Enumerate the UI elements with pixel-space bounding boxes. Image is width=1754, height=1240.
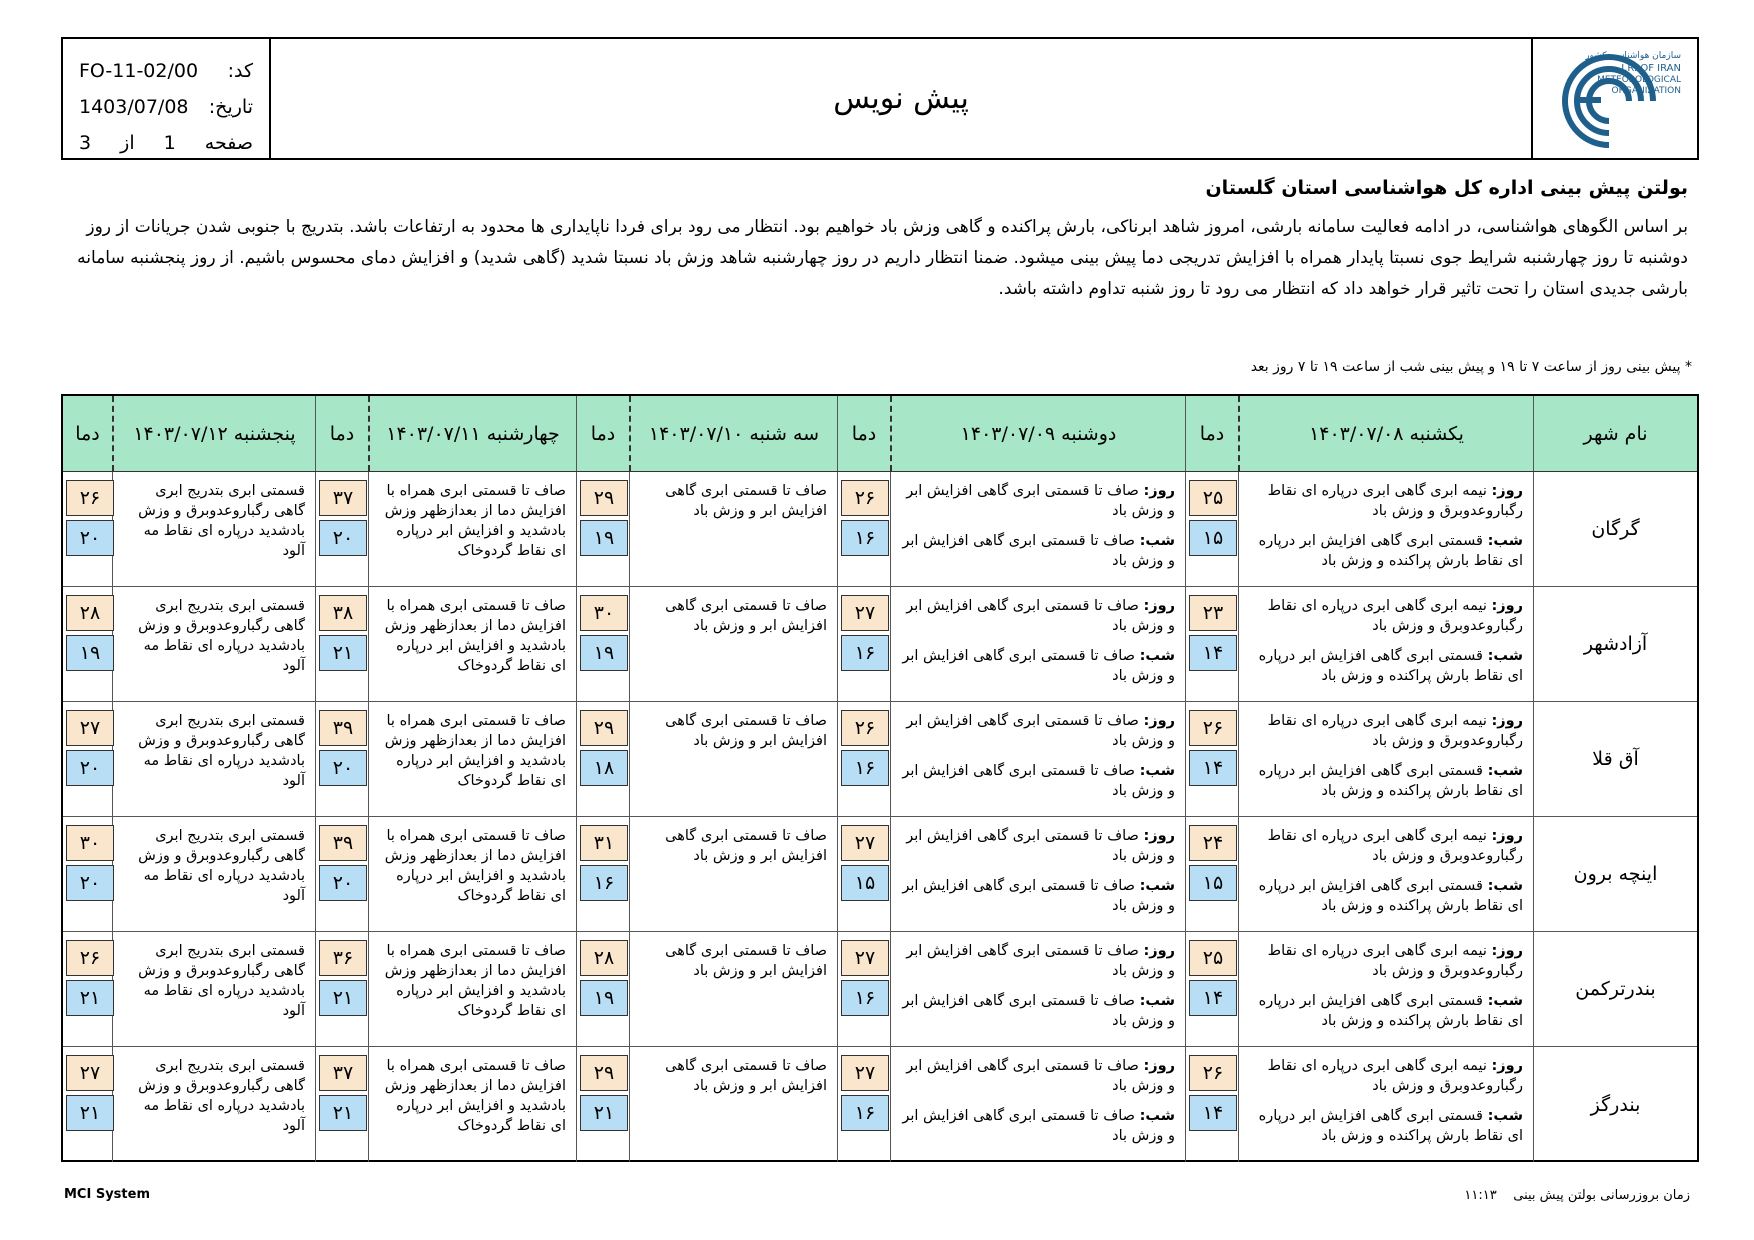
temp-day4-cell: [315, 817, 368, 931]
max-temp-value: ۲۶: [1189, 1055, 1237, 1091]
max-temp-value: ۲۹: [580, 1055, 628, 1091]
forecast-text: صاف تا قسمتی ابری همراه با افزایش دما از بعدازظهر وزش بادشدید و افزایش ابر درپاره ای نقاط گردوخاک: [384, 483, 566, 559]
forecast-day5-cell: [112, 587, 315, 701]
night-forecast: [1247, 876, 1523, 916]
night-forecast: [1247, 531, 1523, 571]
night-forecast-text: قسمتی ابری گاهی افزایش ابر درپاره ای نقاط بارش پراکنده و وزش باد: [1258, 993, 1523, 1029]
forecast-text: قسمتی ابری بتدریج ابری گاهی رگباروعدوبرق و وزش بادشدید درپاره ای نقاط مه آلود: [138, 713, 305, 789]
night-forecast-text: قسمتی ابری گاهی افزایش ابر درپاره ای نقاط بارش پراکنده و وزش باد: [1258, 648, 1523, 684]
logo-text-line1: I.R. OF IRAN: [1621, 62, 1681, 74]
day-forecast-text: نیمه ابری گاهی ابری درپاره ای نقاط رگباروعدوبرق و وزش باد: [1267, 483, 1523, 519]
max-temp-value: ۲۷: [841, 1055, 889, 1091]
city-name: بندرگز: [1590, 1093, 1641, 1116]
forecast-text: صاف تا قسمتی ابری گاهی افزایش ابر و وزش باد: [665, 1058, 827, 1094]
day-label: روز:: [1143, 828, 1175, 844]
night-label: شب:: [1487, 763, 1523, 779]
forecast-text: صاف تا قسمتی ابری گاهی افزایش ابر و وزش باد: [665, 598, 827, 634]
night-forecast-text: صاف تا قسمتی ابری گاهی افزایش ابر و وزش باد: [902, 648, 1175, 684]
page-total: 3: [79, 132, 92, 154]
night-forecast-text: قسمتی ابری گاهی افزایش ابر درپاره ای نقاط بارش پراکنده و وزش باد: [1258, 1108, 1523, 1144]
max-temp-value: ۳۹: [319, 825, 367, 861]
header-day-3: سه شنبه ۱۴۰۳/۰۷/۱۰: [629, 396, 837, 471]
max-temp-value: ۳۷: [319, 1055, 367, 1091]
night-forecast-text: صاف تا قسمتی ابری گاهی افزایش ابر و وزش باد: [902, 763, 1175, 799]
forecast-day3-cell: [629, 817, 837, 931]
night-forecast-text: صاف تا قسمتی ابری گاهی افزایش ابر و وزش باد: [902, 1108, 1175, 1144]
min-temp-value: ۲۱: [66, 1095, 114, 1131]
temp-day5-cell: [63, 472, 112, 586]
forecast-text: قسمتی ابری بتدریج ابری گاهی رگباروعدوبرق و وزش بادشدید درپاره ای نقاط مه آلود: [138, 598, 305, 674]
night-label: شب:: [1487, 993, 1523, 1009]
max-temp-value: ۲۶: [841, 480, 889, 516]
min-temp-value: ۲۰: [66, 865, 114, 901]
max-temp-value: ۳۶: [319, 940, 367, 976]
forecast-day1-cell: [1238, 587, 1533, 701]
day-label: روز:: [1491, 828, 1523, 844]
forecast-day5-cell: [112, 1047, 315, 1162]
temp-day1-cell: [1185, 1047, 1238, 1162]
day-label: روز:: [1143, 713, 1175, 729]
night-forecast-text: قسمتی ابری گاهی افزایش ابر درپاره ای نقاط بارش پراکنده و وزش باد: [1258, 763, 1523, 799]
bulletin-body: بر اساس الگوهای هواشناسی، در ادامه فعالیت سامانه بارشی، امروز شاهد ابرناکی، بارش پراکنده و گاهی وزش باد خواهیم بود. انتظار می رود برای فردا ناپایداری ها محدود به ارتفاعات باشد. بتدریج با جنوبی شدن جریانات از روز دوشنبه تا روز چهارشنبه شرایط جوی نسبتا پایدار همراه با افزایش تدریجی دما پیش بینی میشود. ضمنا انتظار داریم در روز چهارشنبه شاهد وزش باد نسبتا شدید (گاهی شدید) و افزایش دمای محسوس باشیم. از روز پنجشنبه سامانه بارشی جدیدی استان را تحت تاثیر قرار خواهد داد که انتظار می رود تا روز شنبه تداوم داشته باشد.: [77, 217, 1688, 299]
temp-day4-cell: [315, 472, 368, 586]
day-label: روز:: [1143, 598, 1175, 614]
header-temp-2: دما: [837, 396, 890, 471]
temp-day3-cell: [576, 702, 629, 816]
page-title: پیش نویس: [833, 81, 969, 116]
update-time-label: [1464, 1188, 1690, 1203]
max-temp-value: ۲۷: [66, 710, 114, 746]
day-forecast-text: نیمه ابری گاهی ابری درپاره ای نقاط رگباروعدوبرق و وزش باد: [1267, 943, 1523, 979]
code-row: [79, 53, 253, 89]
temp-day5-cell: [63, 702, 112, 816]
day-forecast-text: صاف تا قسمتی ابری گاهی افزایش ابر و وزش باد: [906, 828, 1175, 864]
city-name-cell: [1533, 817, 1697, 931]
day-forecast: [899, 481, 1175, 521]
forecast-day2-cell: [890, 932, 1185, 1046]
max-temp-value: ۲۷: [841, 940, 889, 976]
code-value: FO-11-02/00: [79, 60, 199, 82]
day-forecast: [899, 826, 1175, 866]
table-row: [63, 472, 1697, 587]
temp-day3-cell: [576, 1047, 629, 1162]
page-current: 1: [163, 132, 176, 154]
max-temp-value: ۲۶: [1189, 710, 1237, 746]
temp-day3-cell: [576, 587, 629, 701]
forecast-day2-cell: [890, 817, 1185, 931]
day-forecast-text: نیمه ابری گاهی ابری درپاره ای نقاط رگباروعدوبرق و وزش باد: [1267, 1058, 1523, 1094]
min-temp-value: ۱۵: [1189, 520, 1237, 556]
logo-text-line2: METEOROLOGICAL: [1597, 74, 1681, 85]
night-label: شب:: [1139, 763, 1175, 779]
forecast-table: [61, 394, 1699, 1162]
forecast-day4-cell: [368, 702, 576, 816]
temp-day1-cell: [1185, 817, 1238, 931]
forecast-text: قسمتی ابری بتدریج ابری گاهی رگباروعدوبرق و وزش بادشدید درپاره ای نقاط مه آلود: [138, 943, 305, 1019]
night-label: شب:: [1139, 1108, 1175, 1124]
header-day-1: یکشنبه ۱۴۰۳/۰۷/۰۸: [1238, 396, 1533, 471]
min-temp-value: ۱۶: [841, 1095, 889, 1131]
min-temp-value: ۱۹: [66, 635, 114, 671]
forecast-day5-cell: [112, 817, 315, 931]
min-temp-value: ۲۱: [319, 635, 367, 671]
temp-day5-cell: [63, 932, 112, 1046]
city-name-cell: [1533, 702, 1697, 816]
night-label: شب:: [1487, 878, 1523, 894]
forecast-day1-cell: [1238, 932, 1533, 1046]
bulletin-title: بولتن پیش بینی اداره کل هواشناسی استان گلستان: [1205, 177, 1688, 199]
night-forecast: [899, 991, 1175, 1031]
city-name: آق قلا: [1592, 748, 1639, 770]
night-label: شب:: [1139, 878, 1175, 894]
day-forecast: [1247, 1056, 1523, 1096]
day-forecast-text: نیمه ابری گاهی ابری درپاره ای نقاط رگباروعدوبرق و وزش باد: [1267, 598, 1523, 634]
forecast-text: صاف تا قسمتی ابری همراه با افزایش دما از بعدازظهر وزش بادشدید و افزایش ابر درپاره ای نقاط گردوخاک: [384, 943, 566, 1019]
forecast-day4-cell: [368, 1047, 576, 1162]
min-temp-value: ۲۰: [319, 520, 367, 556]
min-temp-value: ۱۹: [580, 635, 628, 671]
forecast-text: صاف تا قسمتی ابری همراه با افزایش دما از بعدازظهر وزش بادشدید و افزایش ابر درپاره ای نقاط گردوخاک: [384, 828, 566, 904]
day-label: روز:: [1143, 1058, 1175, 1074]
table-row: [63, 817, 1697, 932]
max-temp-value: ۳۰: [66, 825, 114, 861]
forecast-time-note: * پیش بینی روز از ساعت ۷ تا ۱۹ و پیش بینی شب از ساعت ۱۹ تا ۷ روز بعد: [1250, 359, 1692, 375]
temp-day2-cell: [837, 587, 890, 701]
max-temp-value: ۲۹: [580, 710, 628, 746]
night-forecast: [899, 531, 1175, 571]
forecast-day1-cell: [1238, 702, 1533, 816]
forecast-text: قسمتی ابری بتدریج ابری گاهی رگباروعدوبرق و وزش بادشدید درپاره ای نقاط مه آلود: [138, 483, 305, 559]
forecast-day3-cell: [629, 932, 837, 1046]
day-forecast-text: صاف تا قسمتی ابری گاهی افزایش ابر و وزش باد: [906, 943, 1175, 979]
max-temp-value: ۳۱: [580, 825, 628, 861]
temp-day2-cell: [837, 1047, 890, 1162]
logo-text-line3: ORGANIZATION: [1611, 85, 1681, 96]
day-forecast: [899, 596, 1175, 636]
forecast-text: صاف تا قسمتی ابری همراه با افزایش دما از بعدازظهر وزش بادشدید و افزایش ابر درپاره ای نقاط گردوخاک: [384, 713, 566, 789]
day-forecast-text: صاف تا قسمتی ابری گاهی افزایش ابر و وزش باد: [906, 1058, 1175, 1094]
min-temp-value: ۱۴: [1189, 980, 1237, 1016]
forecast-text: قسمتی ابری بتدریج ابری گاهی رگباروعدوبرق و وزش بادشدید درپاره ای نقاط مه آلود: [138, 1058, 305, 1134]
city-name-cell: [1533, 932, 1697, 1046]
update-label: زمان بروزرسانی بولتن پیش بینی: [1513, 1188, 1690, 1203]
day-label: روز:: [1143, 943, 1175, 959]
night-label: شب:: [1139, 993, 1175, 1009]
night-label: شب:: [1139, 648, 1175, 664]
day-forecast-text: صاف تا قسمتی ابری گاهی افزایش ابر و وزش باد: [906, 713, 1175, 749]
header-temp-1: دما: [1185, 396, 1238, 471]
min-temp-value: ۱۶: [841, 635, 889, 671]
temp-day4-cell: [315, 1047, 368, 1162]
header-day-2: دوشنبه ۱۴۰۳/۰۷/۰۹: [890, 396, 1185, 471]
night-forecast: [899, 1106, 1175, 1146]
max-temp-value: ۳۷: [319, 480, 367, 516]
max-temp-value: ۳۰: [580, 595, 628, 631]
min-temp-value: ۱۹: [580, 980, 628, 1016]
night-forecast: [899, 761, 1175, 801]
day-label: روز:: [1491, 483, 1523, 499]
max-temp-value: ۲۶: [841, 710, 889, 746]
day-forecast-text: صاف تا قسمتی ابری گاهی افزایش ابر و وزش باد: [906, 483, 1175, 519]
min-temp-value: ۱۴: [1189, 750, 1237, 786]
forecast-text: صاف تا قسمتی ابری گاهی افزایش ابر و وزش باد: [665, 943, 827, 979]
city-name: اینچه برون: [1573, 863, 1658, 885]
city-name: آزادشهر: [1583, 633, 1648, 655]
forecast-day5-cell: [112, 702, 315, 816]
forecast-text: صاف تا قسمتی ابری همراه با افزایش دما از بعدازظهر وزش بادشدید و افزایش ابر درپاره ای نقاط گردوخاک: [384, 1058, 566, 1134]
city-name-cell: [1533, 472, 1697, 586]
forecast-day2-cell: [890, 702, 1185, 816]
min-temp-value: ۱۶: [841, 980, 889, 1016]
temp-day1-cell: [1185, 702, 1238, 816]
forecast-day3-cell: [629, 472, 837, 586]
forecast-day4-cell: [368, 932, 576, 1046]
max-temp-value: ۲۷: [841, 595, 889, 631]
table-row: [63, 587, 1697, 702]
night-forecast-text: صاف تا قسمتی ابری گاهی افزایش ابر و وزش باد: [902, 993, 1175, 1029]
max-temp-value: ۲۷: [841, 825, 889, 861]
forecast-day4-cell: [368, 472, 576, 586]
meteorological-organization-logo-icon: [1545, 45, 1685, 153]
document-header: [61, 37, 1699, 160]
min-temp-value: ۱۶: [841, 520, 889, 556]
day-label: روز:: [1491, 1058, 1523, 1074]
forecast-text: صاف تا قسمتی ابری گاهی افزایش ابر و وزش باد: [665, 828, 827, 864]
document-meta: [63, 39, 271, 158]
forecast-day1-cell: [1238, 472, 1533, 586]
city-name-cell: [1533, 587, 1697, 701]
temp-day3-cell: [576, 817, 629, 931]
forecast-day1-cell: [1238, 817, 1533, 931]
page-label: صفحه: [204, 132, 253, 154]
temp-day1-cell: [1185, 472, 1238, 586]
update-time: ۱۱:۱۳: [1464, 1188, 1497, 1203]
temp-day5-cell: [63, 817, 112, 931]
max-temp-value: ۲۷: [66, 1055, 114, 1091]
night-label: شب:: [1487, 648, 1523, 664]
max-temp-value: ۲۴: [1189, 825, 1237, 861]
forecast-day5-cell: [112, 932, 315, 1046]
day-forecast: [1247, 711, 1523, 751]
temp-day5-cell: [63, 587, 112, 701]
day-forecast-text: صاف تا قسمتی ابری گاهی افزایش ابر و وزش باد: [906, 598, 1175, 634]
header-temp-3: دما: [576, 396, 629, 471]
min-temp-value: ۱۶: [841, 750, 889, 786]
code-label: کد:: [227, 60, 253, 82]
day-label: روز:: [1491, 943, 1523, 959]
night-label: شب:: [1487, 533, 1523, 549]
max-temp-value: ۲۸: [66, 595, 114, 631]
header-city: نام شهر: [1533, 396, 1697, 471]
day-forecast: [899, 711, 1175, 751]
night-forecast: [1247, 991, 1523, 1031]
day-forecast: [1247, 481, 1523, 521]
city-name-cell: [1533, 1047, 1697, 1162]
forecast-day3-cell: [629, 702, 837, 816]
min-temp-value: ۱۵: [841, 865, 889, 901]
night-forecast: [1247, 646, 1523, 686]
forecast-day2-cell: [890, 1047, 1185, 1162]
temp-day1-cell: [1185, 587, 1238, 701]
night-forecast-text: صاف تا قسمتی ابری گاهی افزایش ابر و وزش باد: [902, 878, 1175, 914]
day-forecast-text: نیمه ابری گاهی ابری درپاره ای نقاط رگباروعدوبرق و وزش باد: [1267, 828, 1523, 864]
forecast-text: صاف تا قسمتی ابری همراه با افزایش دما از بعدازظهر وزش بادشدید و افزایش ابر درپاره ای نقاط گردوخاک: [384, 598, 566, 674]
forecast-day3-cell: [629, 587, 837, 701]
header-temp-5: دما: [75, 422, 100, 445]
min-temp-value: ۱۴: [1189, 635, 1237, 671]
table-row: [63, 932, 1697, 1047]
page-row: [79, 125, 253, 161]
max-temp-value: ۳۸: [319, 595, 367, 631]
min-temp-value: ۱۶: [580, 865, 628, 901]
temp-day2-cell: [837, 932, 890, 1046]
temp-day4-cell: [315, 702, 368, 816]
min-temp-value: ۲۱: [66, 980, 114, 1016]
temp-day5-cell: [63, 1047, 112, 1162]
max-temp-value: ۲۵: [1189, 940, 1237, 976]
day-forecast: [1247, 826, 1523, 866]
night-forecast: [899, 646, 1175, 686]
max-temp-value: ۲۵: [1189, 480, 1237, 516]
header-day-4: چهارشنبه ۱۴۰۳/۰۷/۱۱: [368, 396, 576, 471]
night-forecast: [1247, 761, 1523, 801]
day-label: روز:: [1143, 483, 1175, 499]
min-temp-value: ۲۰: [319, 865, 367, 901]
night-forecast-text: قسمتی ابری گاهی افزایش ابر درپاره ای نقاط بارش پراکنده و وزش باد: [1258, 533, 1523, 569]
forecast-text: صاف تا قسمتی ابری گاهی افزایش ابر و وزش باد: [665, 483, 827, 519]
min-temp-value: ۱۵: [1189, 865, 1237, 901]
min-temp-value: ۲۱: [580, 1095, 628, 1131]
day-forecast: [899, 941, 1175, 981]
forecast-day2-cell: [890, 587, 1185, 701]
day-forecast-text: نیمه ابری گاهی ابری درپاره ای نقاط رگباروعدوبرق و وزش باد: [1267, 713, 1523, 749]
table-header-row: [63, 396, 1697, 472]
forecast-day4-cell: [368, 817, 576, 931]
night-label: شب:: [1139, 533, 1175, 549]
table-row: [63, 702, 1697, 817]
temp-day3-cell: [576, 472, 629, 586]
city-name: بندرترکمن: [1575, 978, 1656, 1000]
forecast-day3-cell: [629, 1047, 837, 1162]
temp-day1-cell: [1185, 932, 1238, 1046]
max-temp-value: ۳۹: [319, 710, 367, 746]
temp-day2-cell: [837, 817, 890, 931]
forecast-day2-cell: [890, 472, 1185, 586]
date-row: [79, 89, 253, 125]
max-temp-value: ۲۹: [580, 480, 628, 516]
forecast-day1-cell: [1238, 1047, 1533, 1162]
header-day-5: پنجشنبه ۱۴۰۳/۰۷/۱۲: [112, 396, 315, 471]
forecast-day5-cell: [112, 472, 315, 586]
night-forecast: [899, 876, 1175, 916]
temp-day3-cell: [576, 932, 629, 1046]
system-name: MCI System: [64, 1187, 150, 1202]
min-temp-value: ۱۴: [1189, 1095, 1237, 1131]
min-temp-value: ۱۸: [580, 750, 628, 786]
min-temp-value: ۲۰: [319, 750, 367, 786]
day-label: روز:: [1491, 598, 1523, 614]
temp-day4-cell: [315, 932, 368, 1046]
header-temp-4: دما: [315, 396, 368, 471]
table-body: [63, 472, 1697, 1162]
night-forecast: [1247, 1106, 1523, 1146]
max-temp-value: ۲۸: [580, 940, 628, 976]
day-forecast: [1247, 941, 1523, 981]
night-label: شب:: [1487, 1108, 1523, 1124]
organization-logo: [1531, 39, 1697, 158]
min-temp-value: ۱۹: [580, 520, 628, 556]
date-value: 1403/07/08: [79, 96, 189, 118]
forecast-day4-cell: [368, 587, 576, 701]
day-forecast: [1247, 596, 1523, 636]
page-of-label: از: [120, 132, 135, 154]
day-forecast: [899, 1056, 1175, 1096]
min-temp-value: ۲۰: [66, 750, 114, 786]
day-label: روز:: [1491, 713, 1523, 729]
night-forecast-text: قسمتی ابری گاهی افزایش ابر درپاره ای نقاط بارش پراکنده و وزش باد: [1258, 878, 1523, 914]
date-label: تاریخ:: [208, 96, 253, 118]
max-temp-value: ۲۶: [66, 480, 114, 516]
max-temp-value: ۲۳: [1189, 595, 1237, 631]
night-forecast-text: صاف تا قسمتی ابری گاهی افزایش ابر و وزش باد: [902, 533, 1175, 569]
min-temp-value: ۲۱: [319, 980, 367, 1016]
temp-day2-cell: [837, 472, 890, 586]
table-row: [63, 1047, 1697, 1162]
forecast-text: صاف تا قسمتی ابری گاهی افزایش ابر و وزش باد: [665, 713, 827, 749]
forecast-text: قسمتی ابری بتدریج ابری گاهی رگباروعدوبرق و وزش بادشدید درپاره ای نقاط مه آلود: [138, 828, 305, 904]
temp-day4-cell: [315, 587, 368, 701]
min-temp-value: ۲۰: [66, 520, 114, 556]
city-name: گرگان: [1591, 518, 1640, 540]
temp-day2-cell: [837, 702, 890, 816]
max-temp-value: ۲۶: [66, 940, 114, 976]
min-temp-value: ۲۱: [319, 1095, 367, 1131]
logo-text-fa: سازمان هواشناسی کشور: [1585, 50, 1681, 61]
